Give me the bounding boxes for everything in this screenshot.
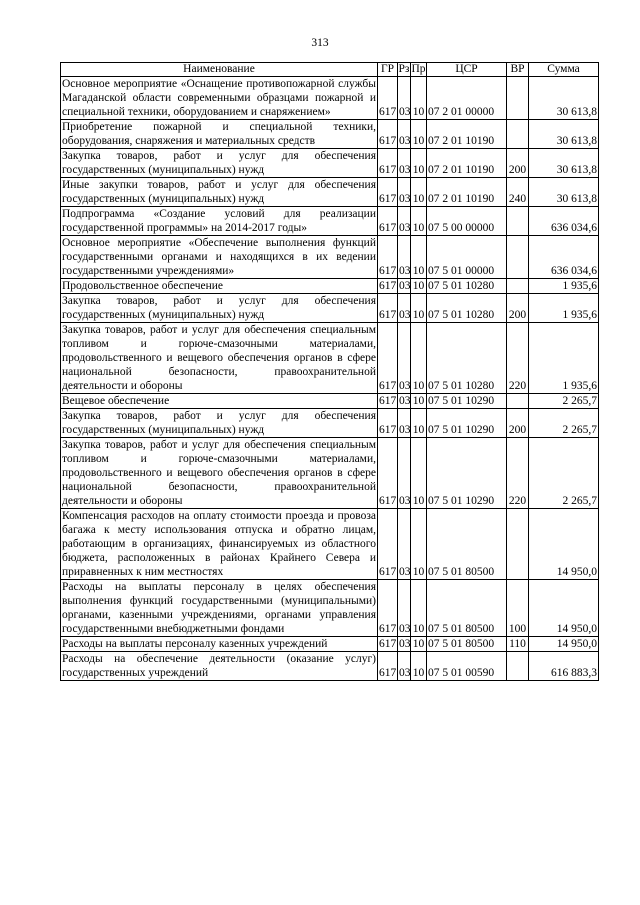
row-name: Вещевое обеспечение: [61, 394, 378, 409]
row-pr: 10: [411, 394, 427, 409]
row-name: Расходы на выплаты персоналу в целях обеспечения выполнения функций государственными (муниципальными) органами, казенными учреждениями, органами управления государственными внебюджетными фондами: [62, 581, 376, 635]
row-name: Приобретение пожарной и специальной техники, оборудования, снаряжения и материальных средств: [62, 121, 376, 147]
row-pr: 10: [411, 207, 427, 236]
row-sum: 14 950,0: [529, 509, 599, 580]
header-pr: Пр: [411, 63, 426, 75]
row-name: Закупка товаров, работ и услуг для обеспечения специальным топливом и горюче-смазочными материалами, продовольственного и вещевого обеспечения органов в сфере национальной безопасности, правоохранительной деятельности и обороны: [62, 439, 376, 507]
row-gr: 617: [378, 409, 398, 438]
row-sum: 14 950,0: [529, 637, 599, 652]
row-rz: 03: [398, 294, 411, 323]
row-sum: 30 613,8: [529, 77, 599, 120]
row-gr: 617: [378, 178, 398, 207]
row-pr: 10: [411, 409, 427, 438]
table-row: [61, 323, 599, 394]
row-rz: 03: [398, 509, 411, 580]
row-csr: 07 2 01 10190: [427, 149, 507, 178]
table-row: [61, 120, 599, 149]
row-sum: 2 265,7: [529, 394, 599, 409]
row-vr: [507, 207, 529, 236]
row-name: Закупка товаров, работ и услуг для обеспечения специальным топливом и горюче-смазочными материалами, продовольственного и вещевого обеспечения органов в сфере национальной безопасности, правоохранительной деятельности и обороны: [62, 324, 376, 392]
row-csr: 07 2 01 00000: [427, 77, 507, 120]
row-name: Компенсация расходов на оплату стоимости проезда и провоза багажа к месту использования отпуска и обратно лицам, работающим в организациях, финансируемых из областного бюджета, расположенных в районах Крайнего Севера и приравненных к ним местностях: [62, 510, 376, 578]
row-gr: 617: [378, 149, 398, 178]
row-vr: [507, 509, 529, 580]
table-row: [61, 580, 599, 637]
row-gr: 617: [378, 236, 398, 279]
row-gr: 617: [378, 580, 398, 637]
row-name: Основное мероприятие «Обеспечение выполнения функций государственными органами и находящихся в их ведении государственными учреждениями»: [62, 237, 376, 277]
table-row: [61, 509, 599, 580]
header-name: Наименование: [61, 63, 378, 77]
row-pr: 10: [411, 77, 427, 120]
row-csr: 07 5 01 10280: [427, 294, 507, 323]
row-name: Закупка товаров, работ и услуг для обеспечения государственных (муниципальных) нужд: [62, 295, 376, 321]
row-pr: 10: [411, 279, 427, 294]
row-vr: [507, 279, 529, 294]
row-gr: 617: [378, 294, 398, 323]
header-gr: ГР: [378, 63, 398, 77]
row-vr: 220: [507, 438, 529, 509]
table-row: [61, 438, 599, 509]
row-name: Расходы на выплаты персоналу казенных учреждений: [61, 637, 378, 652]
table-header-row: [61, 63, 599, 77]
row-vr: 200: [507, 409, 529, 438]
row-csr: 07 5 01 10290: [427, 394, 507, 409]
table-row: [61, 409, 599, 438]
row-sum: 30 613,8: [529, 178, 599, 207]
table-row: [61, 279, 599, 294]
row-name: Закупка товаров, работ и услуг для обеспечения государственных (муниципальных) нужд: [62, 150, 376, 176]
header-sum: Сумма: [529, 63, 599, 77]
budget-table: [60, 62, 599, 681]
row-vr: [507, 120, 529, 149]
row-vr: [507, 394, 529, 409]
row-name: Иные закупки товаров, работ и услуг для обеспечения государственных (муниципальных) нужд: [62, 179, 376, 205]
table-row: [61, 149, 599, 178]
row-csr: 07 2 01 10190: [427, 178, 507, 207]
row-pr: 10: [411, 323, 427, 394]
row-csr: 07 5 01 10280: [427, 279, 507, 294]
row-sum: 636 034,6: [529, 207, 599, 236]
row-sum: 1 935,6: [529, 323, 599, 394]
row-rz: 03: [399, 638, 411, 650]
row-pr: 10: [411, 178, 427, 207]
table-row: [61, 637, 599, 652]
row-rz: 03: [398, 409, 411, 438]
row-rz: 03: [398, 207, 411, 236]
table-row: [61, 77, 599, 120]
row-rz: 03: [398, 120, 411, 149]
table-row: [61, 207, 599, 236]
row-pr: 10: [411, 509, 427, 580]
row-sum: 2 265,7: [529, 409, 599, 438]
row-name: Расходы на обеспечение деятельности (оказание услуг) государственных учреждений: [62, 653, 376, 679]
row-name: Закупка товаров, работ и услуг для обеспечения государственных (муниципальных) нужд: [62, 410, 376, 436]
row-vr: [507, 236, 529, 279]
table-row: [61, 178, 599, 207]
row-vr: [507, 652, 529, 681]
row-gr: 617: [378, 438, 398, 509]
row-rz: 03: [399, 395, 411, 407]
row-gr: 617: [378, 509, 398, 580]
row-sum: 30 613,8: [529, 120, 599, 149]
row-rz: 03: [398, 178, 411, 207]
row-pr: 10: [411, 438, 427, 509]
row-rz: 03: [398, 77, 411, 120]
row-csr: 07 5 01 10290: [427, 409, 507, 438]
row-gr: 617: [379, 638, 397, 650]
table-row: [61, 236, 599, 279]
row-vr: 220: [507, 323, 529, 394]
row-rz: 03: [398, 652, 411, 681]
row-gr: 617: [378, 207, 398, 236]
row-rz: 03: [398, 438, 411, 509]
row-pr: 10: [411, 149, 427, 178]
row-gr: 617: [378, 77, 398, 120]
row-sum: 616 883,3: [529, 652, 599, 681]
row-rz: 03: [398, 323, 411, 394]
row-sum: 1 935,6: [529, 279, 599, 294]
row-sum: 1 935,6: [529, 294, 599, 323]
row-pr: 10: [411, 652, 427, 681]
row-name: Подпрограмма «Создание условий для реализации государственной программы» на 2014-2017 годы»: [62, 208, 376, 234]
row-rz: 03: [399, 280, 411, 292]
row-gr: 617: [378, 323, 398, 394]
row-pr: 10: [411, 580, 427, 637]
row-rz: 03: [398, 236, 411, 279]
row-sum: 2 265,7: [529, 438, 599, 509]
table-row: [61, 652, 599, 681]
row-vr: 110: [507, 637, 529, 652]
row-sum: 14 950,0: [529, 580, 599, 637]
row-sum: 636 034,6: [529, 236, 599, 279]
header-csr: ЦСР: [427, 63, 507, 77]
row-name: Основное мероприятие «Оснащение противопожарной службы Магаданской области современными образцами пожарной и специальной техники, оборудованием и снаряжением»: [62, 78, 376, 118]
page-number: 313: [311, 37, 329, 49]
row-rz: 03: [398, 580, 411, 637]
row-pr: 10: [411, 294, 427, 323]
row-vr: 240: [507, 178, 529, 207]
row-csr: 07 5 01 80500: [427, 637, 507, 652]
table-row: [61, 294, 599, 323]
row-csr: 07 5 01 10280: [427, 323, 507, 394]
row-csr: 07 5 01 80500: [427, 509, 507, 580]
row-vr: 200: [507, 294, 529, 323]
table-row: [61, 394, 599, 409]
row-pr: 10: [411, 637, 427, 652]
row-csr: 07 5 00 00000: [427, 207, 507, 236]
row-csr: 07 5 01 00000: [427, 236, 507, 279]
row-pr: 10: [411, 120, 427, 149]
row-name: Продовольственное обеспечение: [61, 279, 378, 294]
row-vr: 200: [507, 149, 529, 178]
row-vr: 100: [507, 580, 529, 637]
row-sum: 30 613,8: [529, 149, 599, 178]
header-rz: Рз: [398, 63, 410, 75]
row-pr: 10: [411, 236, 427, 279]
row-gr: 617: [378, 120, 398, 149]
header-vr: ВР: [507, 63, 529, 77]
row-vr: [507, 77, 529, 120]
row-csr: 07 2 01 10190: [427, 120, 507, 149]
row-csr: 07 5 01 00590: [427, 652, 507, 681]
row-gr: 617: [378, 652, 398, 681]
row-gr: 617: [379, 280, 397, 292]
row-gr: 617: [379, 395, 397, 407]
row-csr: 07 5 01 80500: [427, 580, 507, 637]
row-csr: 07 5 01 10290: [427, 438, 507, 509]
row-rz: 03: [398, 149, 411, 178]
